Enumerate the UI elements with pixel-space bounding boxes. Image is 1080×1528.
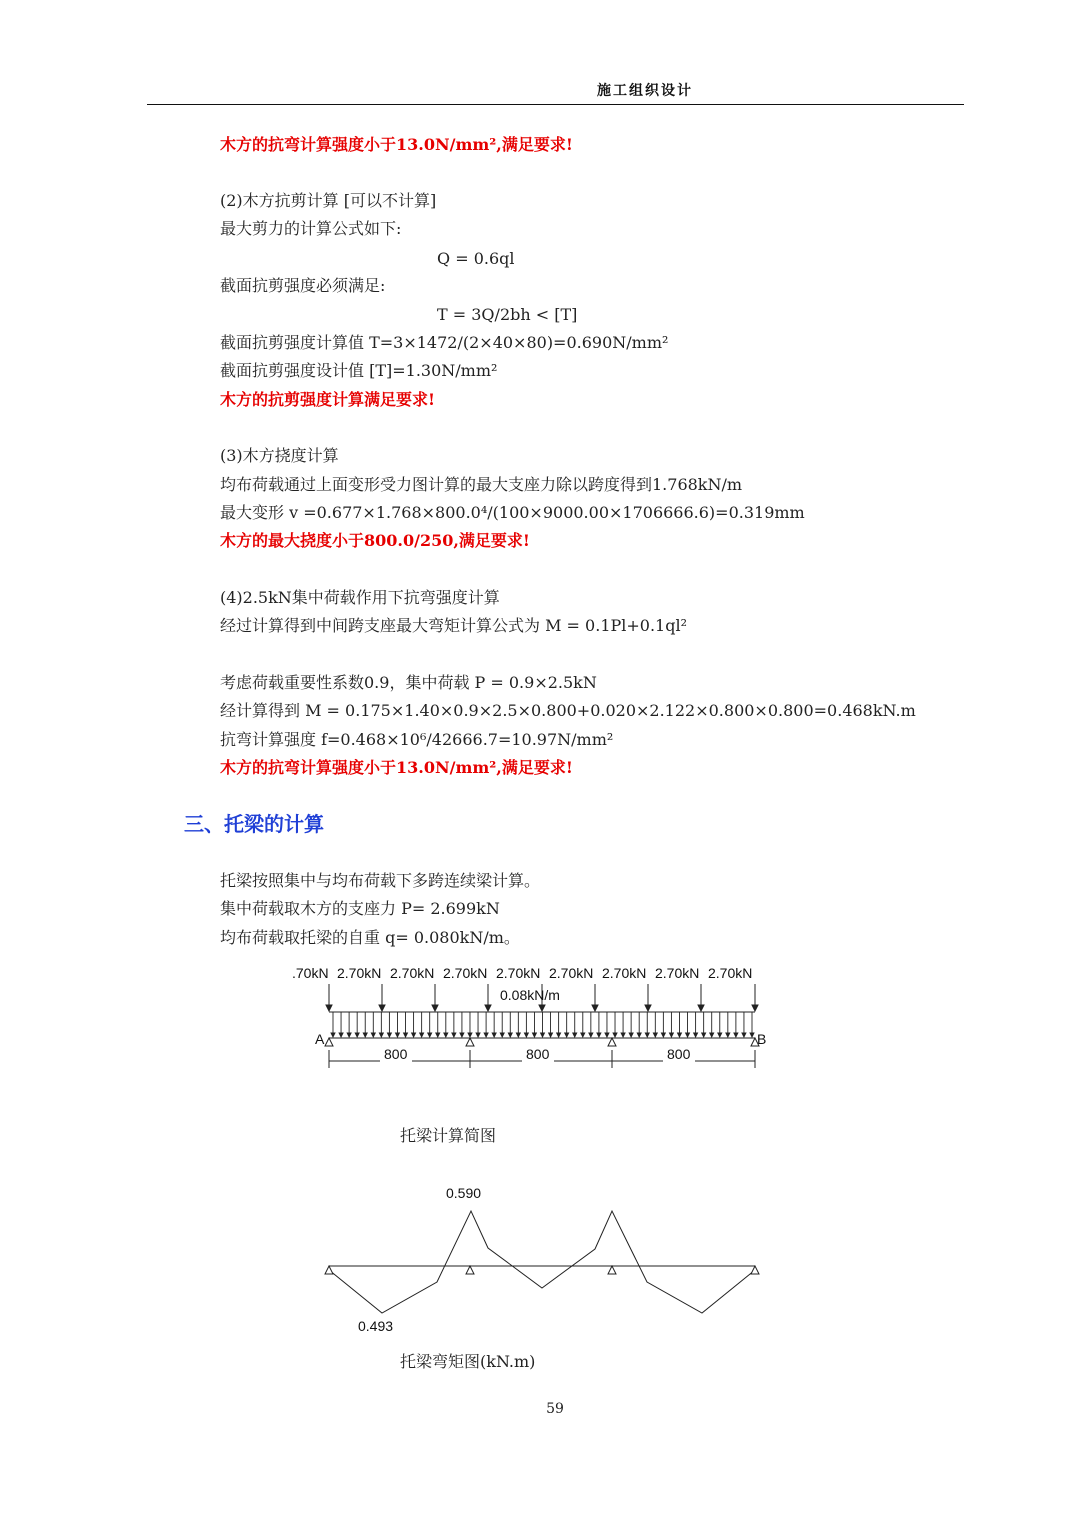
udl-arrowhead: [621, 1033, 625, 1037]
udl-arrowhead: [452, 1033, 456, 1037]
udl-arrowhead: [597, 1033, 601, 1037]
shear-design-value: 截面抗剪强度设计值 [T]=1.30N/mm²: [220, 361, 498, 380]
point-load-arrowhead: [645, 1005, 651, 1011]
point-load-arrowhead: [432, 1005, 438, 1011]
point-load-arrowhead: [379, 1005, 385, 1011]
shear-condition-intro: 截面抗剪强度必须满足:: [220, 276, 386, 295]
point-load-value-line: 集中荷载取木方的支座力 P= 2.699kN: [220, 899, 500, 918]
load-label-3: 2.70kN: [390, 965, 435, 981]
udl-arrowhead: [653, 1033, 657, 1037]
load-label-5: 2.70kN: [496, 965, 541, 981]
span-label-2: 800: [526, 1046, 550, 1062]
udl-arrowhead: [524, 1033, 528, 1037]
udl-arrowhead: [363, 1033, 367, 1037]
beam-load-diagram: [280, 958, 780, 1073]
udl-arrowhead: [565, 1033, 569, 1037]
load-label-2: 2.70kN: [337, 965, 382, 981]
udl-arrowhead: [613, 1033, 617, 1037]
udl-arrowhead: [605, 1033, 609, 1037]
udl-arrowhead: [428, 1033, 432, 1037]
support-a-label: A: [315, 1031, 325, 1047]
udl-value-line: 均布荷载取托梁的自重 q= 0.080kN/m。: [220, 928, 520, 947]
point-load-arrowhead: [485, 1005, 491, 1011]
shear-condition-formula: T = 3Q/2bh < [T]: [437, 305, 578, 324]
udl-arrowhead: [404, 1033, 408, 1037]
udl-arrowhead: [629, 1033, 633, 1037]
udl-arrowhead: [661, 1033, 665, 1037]
point-load-arrowhead: [326, 1005, 332, 1011]
bending-result-line-1: 木方的抗弯计算强度小于13.0N/mm²,满足要求!: [220, 135, 573, 154]
shear-calc-value: 截面抗剪强度计算值 T=3×1472/(2×40×80)=0.690N/mm²: [220, 333, 669, 352]
beam-diagram-caption: 托梁计算简图: [400, 1126, 497, 1145]
udl-arrowhead: [484, 1033, 488, 1037]
bending-result-line-2: 木方的抗弯计算强度小于13.0N/mm²,满足要求!: [220, 758, 573, 777]
shear-formula: Q = 0.6ql: [437, 249, 515, 268]
udl-arrowhead: [557, 1033, 561, 1037]
udl-arrowhead: [460, 1033, 464, 1037]
udl-arrowhead: [532, 1033, 536, 1037]
load-label-7: 2.70kN: [602, 965, 647, 981]
load-factor-line: 考虑荷载重要性系数0.9，集中荷载 P = 0.9×2.5kN: [220, 673, 597, 692]
udl-arrowhead: [339, 1033, 343, 1037]
udl-arrowhead: [500, 1033, 504, 1037]
page-number: 59: [546, 1401, 564, 1417]
deflection-section-title: (3)木方挠度计算: [220, 446, 339, 465]
udl-arrowhead: [677, 1033, 681, 1037]
load-label-8: 2.70kN: [655, 965, 700, 981]
shear-result: 木方的抗剪强度计算满足要求!: [220, 390, 436, 409]
udl-arrowhead: [694, 1033, 698, 1037]
udl-arrowhead: [436, 1033, 440, 1037]
moment-diagram-caption: 托梁弯矩图(kN.m): [400, 1352, 536, 1371]
udl-arrowhead: [718, 1033, 722, 1037]
moment-max-label: 0.590: [446, 1185, 482, 1201]
udl-arrowhead: [468, 1033, 472, 1037]
span-label-3: 800: [667, 1046, 691, 1062]
beam-intro-line: 托梁按照集中与均布荷载下多跨连续梁计算。: [220, 871, 541, 890]
moment-calc-line: 经计算得到 M = 0.175×1.40×0.9×2.5×0.800+0.020×2.122×0.800×0.800=0.468kN.m: [220, 701, 916, 720]
udl-arrowhead: [395, 1033, 399, 1037]
load-label-6: 2.70kN: [549, 965, 594, 981]
udl-arrowhead: [734, 1033, 738, 1037]
moment-formula-line: 经过计算得到中间跨支座最大弯矩计算公式为 M = 0.1Pl+0.1ql²: [220, 616, 688, 635]
moment-min-label: 0.493: [358, 1318, 394, 1334]
deflection-load-line: 均布荷载通过上面变形受力图计算的最大支座力除以跨度得到1.768kN/m: [220, 475, 743, 494]
udl-arrowhead: [742, 1033, 746, 1037]
load-label-4: 2.70kN: [443, 965, 488, 981]
udl-arrowhead: [331, 1033, 335, 1037]
bending-moment-diagram: [300, 1180, 780, 1340]
udl-arrowhead: [444, 1033, 448, 1037]
udl-arrowhead: [387, 1033, 391, 1037]
bending-strength-line: 抗弯计算强度 f=0.468×10⁶/42666.7=10.97N/mm²: [220, 730, 614, 749]
udl-arrowhead: [710, 1033, 714, 1037]
deflection-max-line: 最大变形 v =0.677×1.768×800.0⁴/(100×9000.00×1706666.6)=0.319mm: [220, 503, 805, 522]
load-label-9: 2.70kN: [708, 965, 753, 981]
udl-arrowhead: [492, 1033, 496, 1037]
udl-arrowhead: [669, 1033, 673, 1037]
header-title: 施工组织设计: [597, 83, 693, 99]
udl-arrowhead: [355, 1033, 359, 1037]
deflection-result: 木方的最大挠度小于800.0/250,满足要求!: [220, 531, 530, 550]
shear-section-title: (2)木方抗剪计算 [可以不计算]: [220, 191, 437, 210]
udl-arrowhead: [726, 1033, 730, 1037]
point-load-arrowhead: [752, 1005, 758, 1011]
udl-arrowhead: [476, 1033, 480, 1037]
span-label-1: 800: [384, 1046, 408, 1062]
header-divider: [147, 104, 964, 105]
udl-arrowhead: [645, 1033, 649, 1037]
point-load-section-title: (4)2.5kN集中荷载作用下抗弯强度计算: [220, 588, 500, 607]
udl-label: 0.08kN/m: [500, 987, 560, 1003]
udl-arrowhead: [516, 1033, 520, 1037]
udl-arrowhead: [686, 1033, 690, 1037]
moment-curve: [329, 1211, 755, 1313]
udl-arrowhead: [573, 1033, 577, 1037]
section-heading: 三、托梁的计算: [184, 812, 324, 836]
point-load-arrowhead: [539, 1005, 545, 1011]
udl-arrowhead: [420, 1033, 424, 1037]
udl-arrowhead: [581, 1033, 585, 1037]
udl-arrowhead: [541, 1033, 545, 1037]
udl-arrowhead: [750, 1033, 754, 1037]
point-load-arrowhead: [698, 1005, 704, 1011]
udl-arrowhead: [379, 1033, 383, 1037]
load-label-1: .70kN: [292, 965, 329, 981]
udl-arrowhead: [549, 1033, 553, 1037]
udl-arrowhead: [347, 1033, 351, 1037]
udl-arrowhead: [371, 1033, 375, 1037]
udl-arrowhead: [412, 1033, 416, 1037]
udl-arrowhead: [589, 1033, 593, 1037]
udl-arrowhead: [702, 1033, 706, 1037]
support-b-label: B: [757, 1031, 767, 1047]
shear-formula-intro: 最大剪力的计算公式如下:: [220, 219, 402, 238]
udl-arrowhead: [508, 1033, 512, 1037]
point-load-arrowhead: [592, 1005, 598, 1011]
udl-arrowhead: [637, 1033, 641, 1037]
